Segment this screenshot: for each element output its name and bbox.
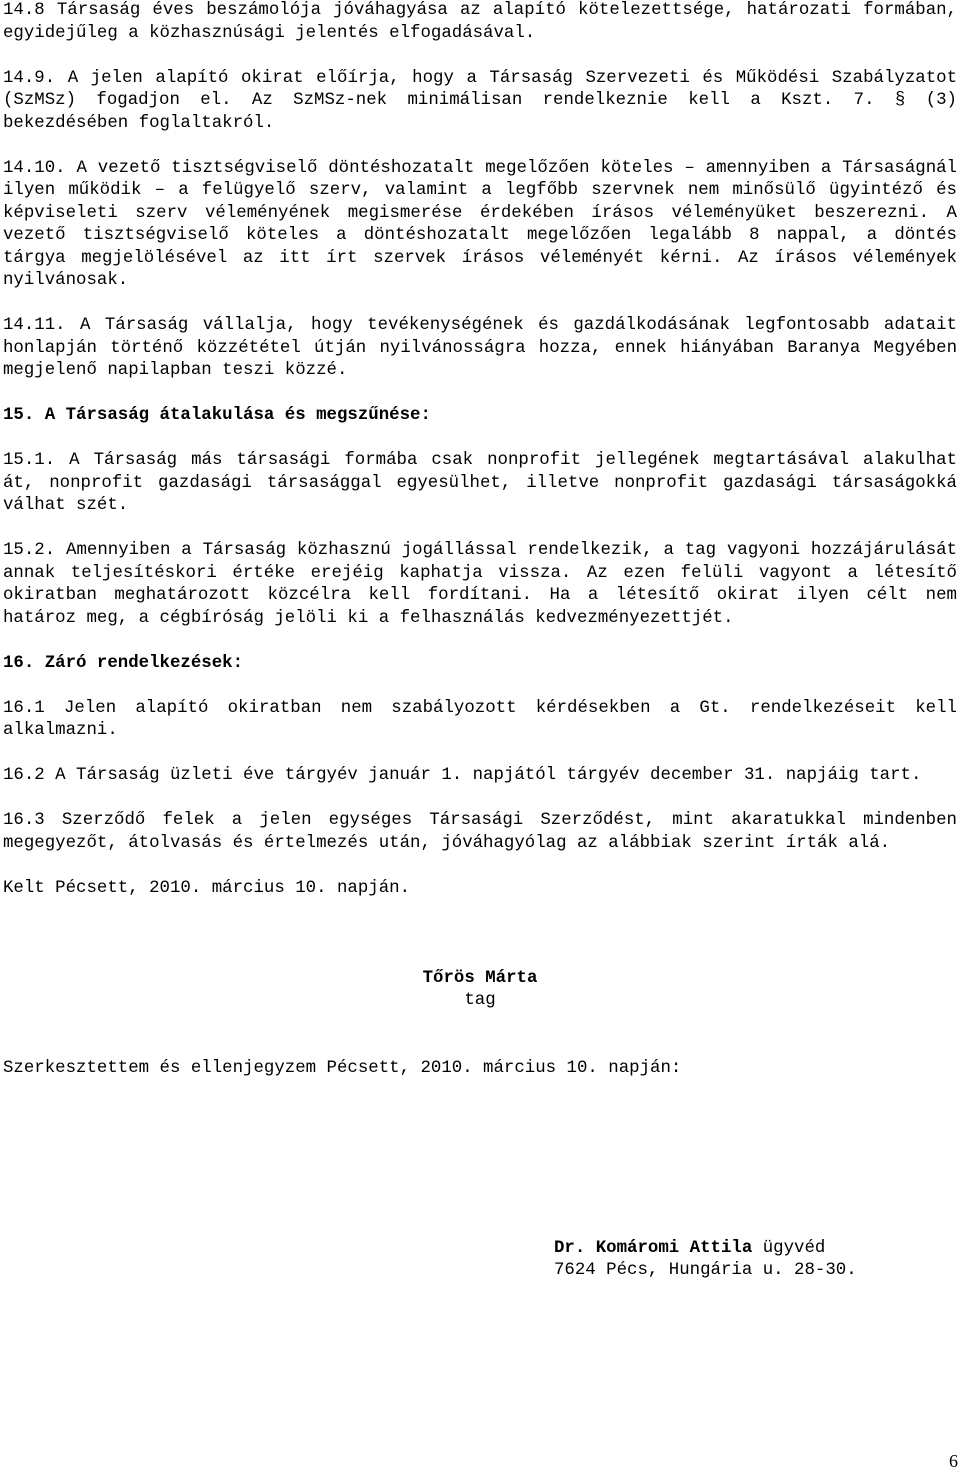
spacer xyxy=(3,923,957,968)
signatory-name: Tőrös Márta xyxy=(422,968,538,988)
paragraph-14-8: 14.8 Társaság éves beszámolója jóváhagyása az alapító kötelezettsége, határozati formában, egyidejűleg a közhasznúsági jelentés elfogadásával. xyxy=(3,1,957,43)
lawyer-name-line xyxy=(554,1238,957,1261)
page-number: 6 xyxy=(949,1451,958,1471)
paragraph-16-3: 16.3 Szerződő felek a jelen egységes Társasági Szerződést, mint akaratukkal mindenben megegyezőt, átolvasás és értelmezés után, jóváhagyólag az alábbiak szerint írták alá. xyxy=(3,811,957,853)
date-line: Kelt Pécsett, 2010. március 10. napján. xyxy=(3,878,411,898)
lawyer-name: Dr. Komáromi Attila xyxy=(554,1238,753,1258)
lawyer-address: 7624 Pécs, Hungária u. 28-30. xyxy=(554,1261,857,1280)
paragraph-14-9: 14.9. A jelen alapító okirat előírja, hogy a Társaság Szervezeti és Működési Szabályzatot (SzMSz) fogadjon el. Az SzMSz-nek minimálisan rendelkeznie kell a Kszt. 7. § (3) bekezdésében foglaltakról. xyxy=(3,68,957,133)
paragraph-14-11: 14.11. A Társaság vállalja, hogy tevékenységének és gazdálkodásának legfontosabb adatait honlapján történő közzététel útján nyilvánosságra hozza, ennek hiányában Baranya Megyében megjelenő napilapban teszi közzé. xyxy=(3,316,957,380)
lawyer-block xyxy=(554,1238,957,1283)
section-16-heading: 16. Záró rendelkezések: xyxy=(3,653,244,673)
lawyer-title: ügyvéd xyxy=(762,1238,826,1258)
spacer xyxy=(3,1103,957,1238)
paragraph-14-10: 14.10. A vezető tisztségviselő döntéshozatalt megelőzően köteles – amennyiben a Társaságnál ilyen működik – a felügyelő szerv, valamint a legfőbb szervnek nem minősülő ügyintéző és képviseleti szerv véleményének megismerése érdekében írásos véleményüket beszerezni. A vezető tisztségviselő köteles a döntéshozatalt megelőzően legalább 8 nappal, a döntés tárgya megjelölésével az itt írt szervek írásos véleményét kérni. Az írásos vélemények nyilvánosak. xyxy=(3,158,957,290)
section-15-heading: 15. A Társaság átalakulása és megszűnése: xyxy=(3,406,431,425)
paragraph-16-1: 16.1 Jelen alapító okiratban nem szabályozott kérdésekben a Gt. rendelkezéseit kell alkalmazni. xyxy=(3,698,957,740)
countersign-line: Szerkesztettem és ellenjegyzem Pécsett, 2010. március 10. napján: xyxy=(3,1058,682,1078)
signature-block xyxy=(3,968,957,1013)
paragraph-15-1: 15.1. A Társaság más társasági formába csak nonprofit jellegének megtartásával alakulhat át, nonprofit gazdasági társasággal egyesülhet, illetve nonprofit gazdasági társaságokká válhat szét. xyxy=(3,451,957,515)
signatory-role: tag xyxy=(464,991,496,1010)
paragraph-15-2: 15.2. Amennyiben a Társaság közhasznú jogállással rendelkezik, a tag vagyoni hozzájárulását annak teljesítéskori értéke erejéig kaphatja vissza. Az ezen felüli vagyont a létesítő okiratban meghatározott közcélra kell fordítani. Ha a létesítő okirat ilyen célt nem határoz meg, a cégbíróság jelöli ki a felhasználás kedvezményezettjét. xyxy=(3,541,957,628)
document-page xyxy=(3,0,957,1283)
paragraph-16-2: 16.2 A Társaság üzleti éve tárgyév január 1. napjától tárgyév december 31. napjáig tart. xyxy=(3,766,922,785)
spacer xyxy=(3,1013,957,1058)
